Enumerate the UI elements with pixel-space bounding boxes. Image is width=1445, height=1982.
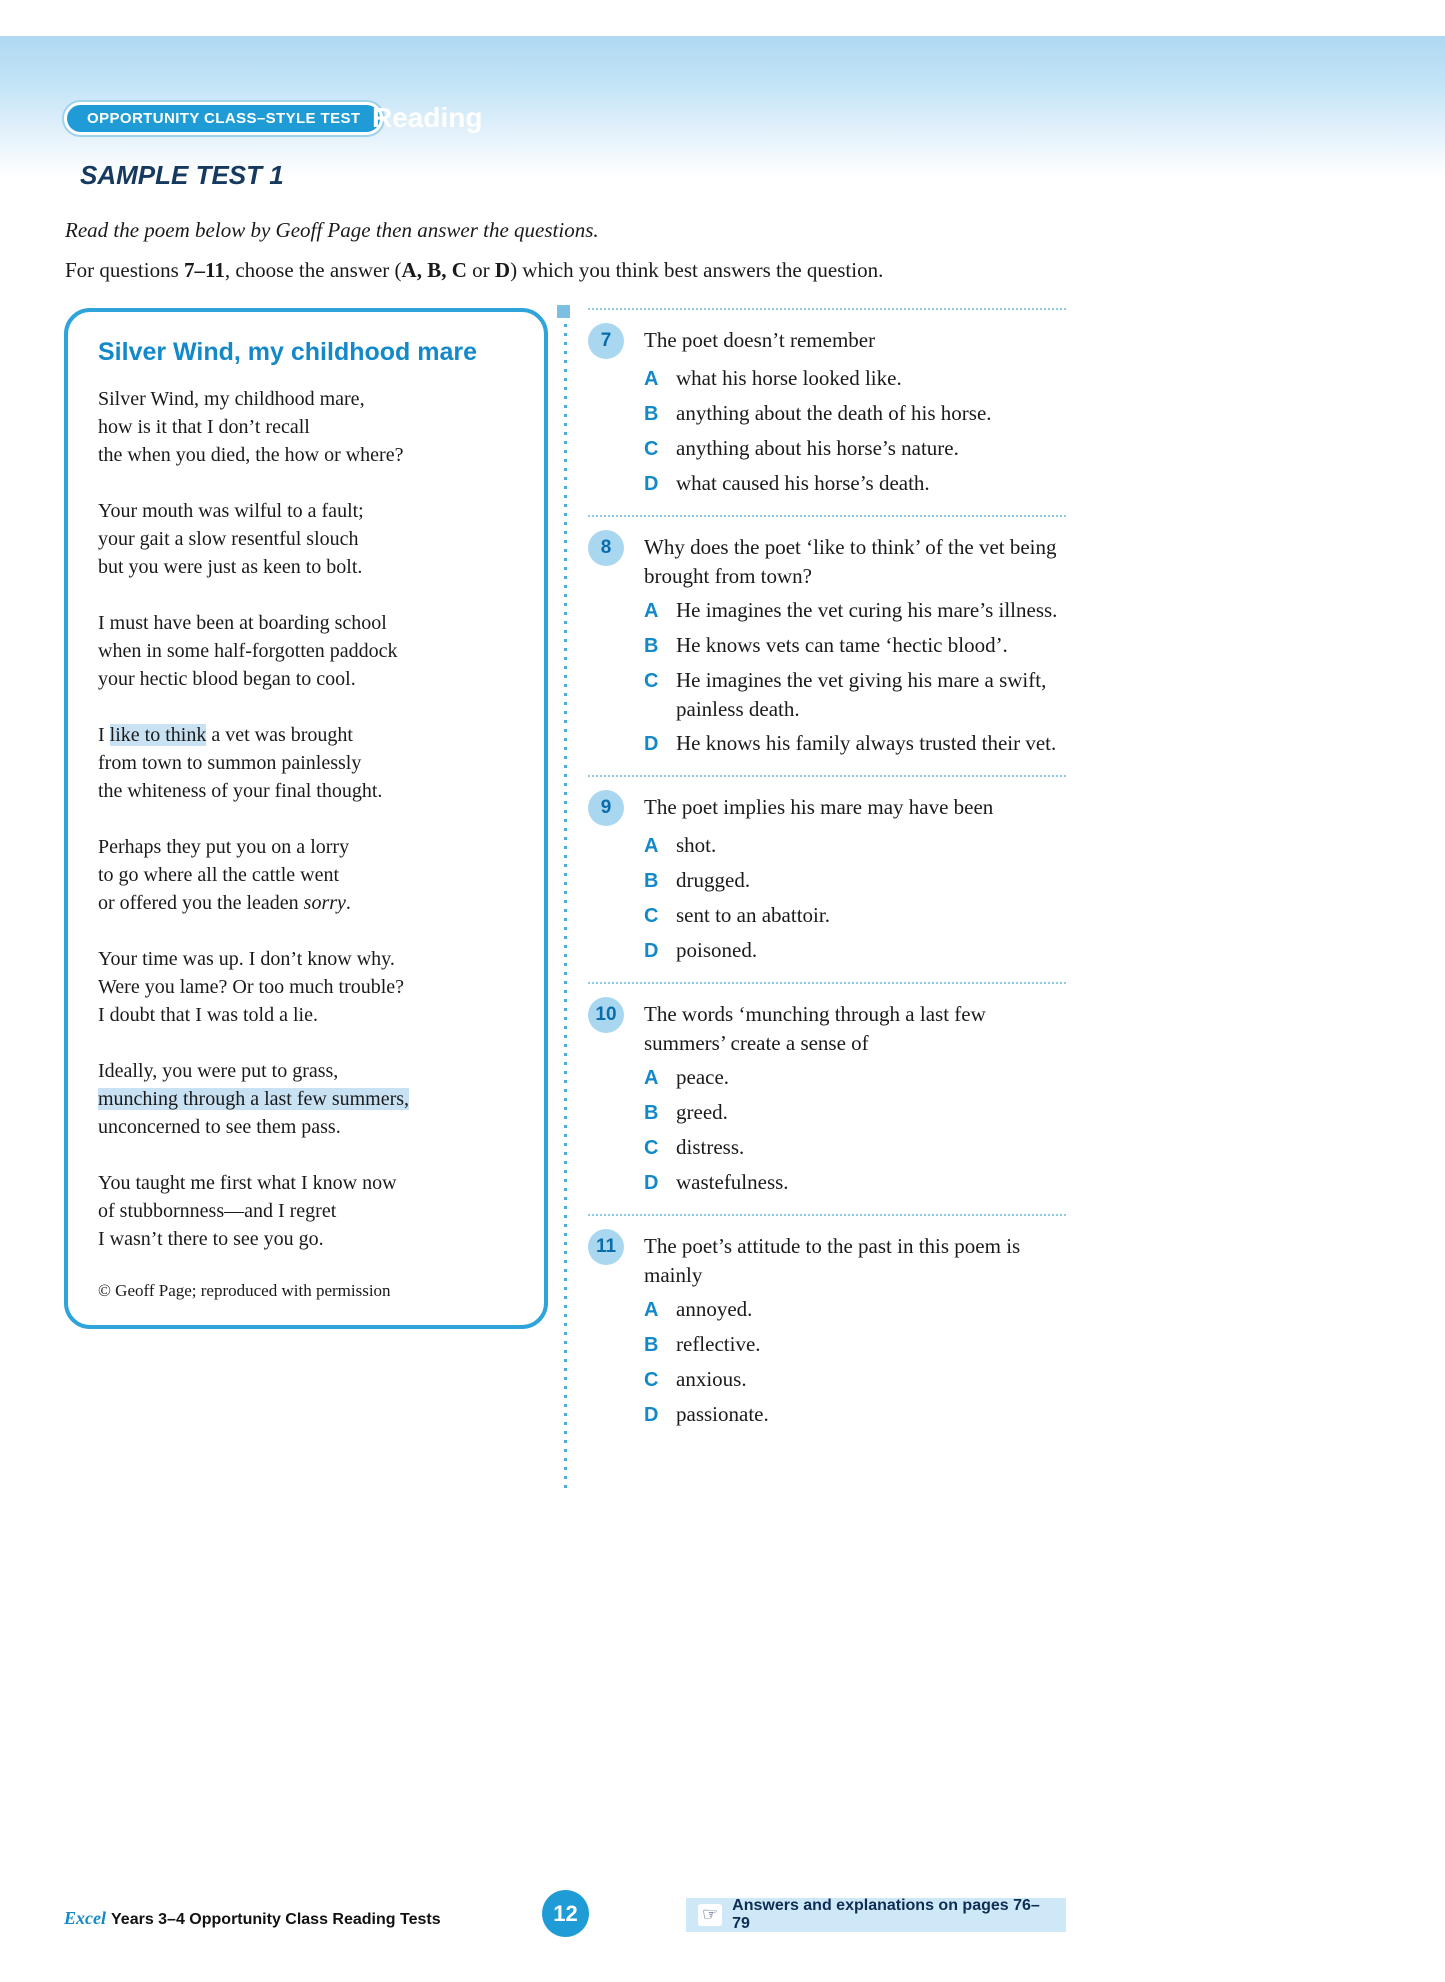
poem-stanza-3: [98, 609, 514, 693]
question-number-badge: 8: [588, 530, 624, 566]
question-9: [588, 775, 1066, 982]
question-10: [588, 982, 1066, 1214]
question-number-badge: 10: [588, 997, 624, 1033]
book-title-text: Years 3–4 Opportunity Class Reading Tests: [111, 1911, 441, 1928]
footer-book-title: [64, 1908, 441, 1929]
poem-copyright: © Geoff Page; reproduced with permission: [98, 1281, 391, 1300]
option-c: [644, 434, 1066, 464]
option-a: [644, 1295, 1066, 1325]
option-d: [644, 1168, 1066, 1198]
poem-line: [98, 1085, 514, 1113]
option-a: [644, 596, 1066, 626]
option-text: wastefulness.: [676, 1170, 789, 1194]
poem-box: [64, 308, 548, 1329]
answers-reference-bar: [686, 1898, 1066, 1932]
pointing-hand-icon: ☞: [698, 1904, 722, 1926]
poem-stanza-7: [98, 1057, 514, 1141]
poem-line: or offered you the leaden sorry.: [98, 892, 351, 914]
option-letter: A: [644, 600, 659, 622]
poem-line: Perhaps they put you on a lorry: [98, 836, 350, 858]
option-text: shot.: [676, 833, 717, 857]
option-text: He imagines the vet curing his mare’s illness.: [676, 598, 1058, 622]
question-number-badge: 7: [588, 323, 624, 359]
option-text: distress.: [676, 1135, 745, 1159]
question-text: The words ‘munching through a last few summers’ create a sense of: [644, 1002, 986, 1055]
option-letter: A: [644, 368, 659, 390]
poem-line: Ideally, you were put to grass,: [98, 1060, 339, 1082]
option-b: [644, 866, 1066, 896]
poem-line: but you were just as keen to bolt.: [98, 556, 363, 578]
option-text: anything about the death of his horse.: [676, 401, 992, 425]
sample-test-title: SAMPLE TEST 1: [80, 160, 284, 190]
poem-stanza-6: [98, 945, 514, 1029]
option-c: [644, 666, 1066, 724]
poem-line: your gait a slow resentful slouch: [98, 528, 359, 550]
option-letter: D: [644, 940, 659, 962]
option-a: [644, 364, 1066, 394]
excel-brand-logo: Excel: [64, 1908, 106, 1928]
question-8: [588, 515, 1066, 775]
option-letter: C: [644, 905, 659, 927]
option-text: reflective.: [676, 1332, 761, 1356]
poem-line: to go where all the cattle went: [98, 864, 340, 886]
poem-line: Your mouth was wilful to a fault;: [98, 500, 364, 522]
option-text: sent to an abattoir.: [676, 903, 830, 927]
poem-line: when in some half-forgotten paddock: [98, 640, 398, 662]
poem-stanza-1: [98, 385, 514, 469]
poem-line: of stubbornness—and I regret: [98, 1200, 337, 1222]
option-letter: A: [644, 835, 659, 857]
option-b: [644, 1098, 1066, 1128]
option-letter: A: [644, 1299, 659, 1321]
option-letter: B: [644, 1334, 659, 1356]
poem-line: I must have been at boarding school: [98, 612, 387, 634]
question-11: [588, 1214, 1066, 1446]
option-letter: D: [644, 1172, 659, 1194]
option-d: [644, 469, 1066, 499]
option-letter: A: [644, 1067, 659, 1089]
option-c: [644, 901, 1066, 931]
poem-line: I wasn’t there to see you go.: [98, 1228, 324, 1250]
option-letter: C: [644, 1369, 659, 1391]
option-text: passionate.: [676, 1402, 769, 1426]
poem-line: You taught me first what I know now: [98, 1172, 397, 1194]
option-text: poisoned.: [676, 938, 758, 962]
section-title: Reading: [372, 102, 483, 133]
poem-stanza-8: [98, 1169, 514, 1253]
option-letter: D: [644, 1404, 659, 1426]
option-text: annoyed.: [676, 1297, 753, 1321]
question-text: Why does the poet ‘like to think’ of the vet being brought from town?: [644, 535, 1057, 588]
italic-word: sorry: [303, 892, 346, 914]
poem-stanza-4: [98, 721, 514, 805]
option-text: He knows vets can tame ‘hectic blood’.: [676, 633, 1008, 657]
option-text: peace.: [676, 1065, 730, 1089]
poem-line: Your time was up. I don’t know why.: [98, 948, 395, 970]
poem-line: from town to summon painlessly: [98, 752, 362, 774]
option-d: [644, 936, 1066, 966]
highlighted-phrase: like to think: [109, 724, 207, 746]
option-letter: B: [644, 1102, 659, 1124]
poem-stanza-5: [98, 833, 514, 917]
column-divider: [564, 324, 567, 1492]
option-text: He imagines the vet giving his mare a swift, painless death.: [676, 668, 1047, 721]
poem-line: the when you died, the how or where?: [98, 444, 404, 466]
option-text: anything about his horse’s nature.: [676, 436, 959, 460]
question-text: The poet implies his mare may have been: [644, 795, 994, 819]
option-letter: D: [644, 473, 659, 495]
option-text: drugged.: [676, 868, 751, 892]
divider-square-marker: [557, 305, 570, 318]
poem-line: I doubt that I was told a lie.: [98, 1004, 318, 1026]
option-d: [644, 729, 1066, 759]
option-letter: B: [644, 870, 659, 892]
option-c: [644, 1133, 1066, 1163]
option-text: anxious.: [676, 1367, 747, 1391]
option-text: greed.: [676, 1100, 728, 1124]
question-text: The poet doesn’t remember: [644, 328, 876, 352]
question-text: The poet’s attitude to the past in this poem is mainly: [644, 1234, 1021, 1287]
option-letter: C: [644, 1137, 659, 1159]
answers-reference-text: Answers and explanations on pages 76–79: [732, 1897, 1040, 1932]
option-b: [644, 631, 1066, 661]
option-text: what his horse looked like.: [676, 366, 902, 390]
option-letter: D: [644, 733, 659, 755]
option-text: what caused his horse’s death.: [676, 471, 930, 495]
option-d: [644, 1400, 1066, 1430]
option-text: He knows his family always trusted their vet.: [676, 731, 1057, 755]
option-a: [644, 831, 1066, 861]
poem-line: unconcerned to see them pass.: [98, 1116, 341, 1138]
poem-line: the whiteness of your final thought.: [98, 780, 383, 802]
option-letter: C: [644, 438, 659, 460]
instruction-line-2: For questions 7–11, choose the answer (A, B, C or D) which you think best answers the question.: [65, 258, 884, 282]
option-b: [644, 399, 1066, 429]
header-band: [0, 36, 1445, 190]
option-letter: B: [644, 403, 659, 425]
option-letter: B: [644, 635, 659, 657]
poem-line: your hectic blood began to cool.: [98, 668, 356, 690]
questions-column: [588, 308, 1066, 1446]
highlighted-line: munching through a last few summers,: [98, 1088, 410, 1110]
poem-title: Silver Wind, my childhood mare: [98, 338, 478, 366]
option-letter: C: [644, 670, 659, 692]
question-7: [588, 308, 1066, 515]
option-b: [644, 1330, 1066, 1360]
poem-line: how is it that I don’t recall: [98, 416, 310, 438]
poem-stanza-2: [98, 497, 514, 581]
poem-line: I like to think a vet was brought: [98, 724, 353, 746]
test-type-badge: OPPORTUNITY CLASS–STYLE TEST: [64, 102, 383, 135]
option-a: [644, 1063, 1066, 1093]
poem-line: Were you lame? Or too much trouble?: [98, 976, 405, 998]
option-c: [644, 1365, 1066, 1395]
question-number-badge: 9: [588, 790, 624, 826]
instruction-line-1: Read the poem below by Geoff Page then answer the questions.: [65, 218, 599, 242]
page-number: 12: [542, 1890, 589, 1937]
poem-line: Silver Wind, my childhood mare,: [98, 388, 365, 410]
question-number-badge: 11: [588, 1229, 624, 1265]
